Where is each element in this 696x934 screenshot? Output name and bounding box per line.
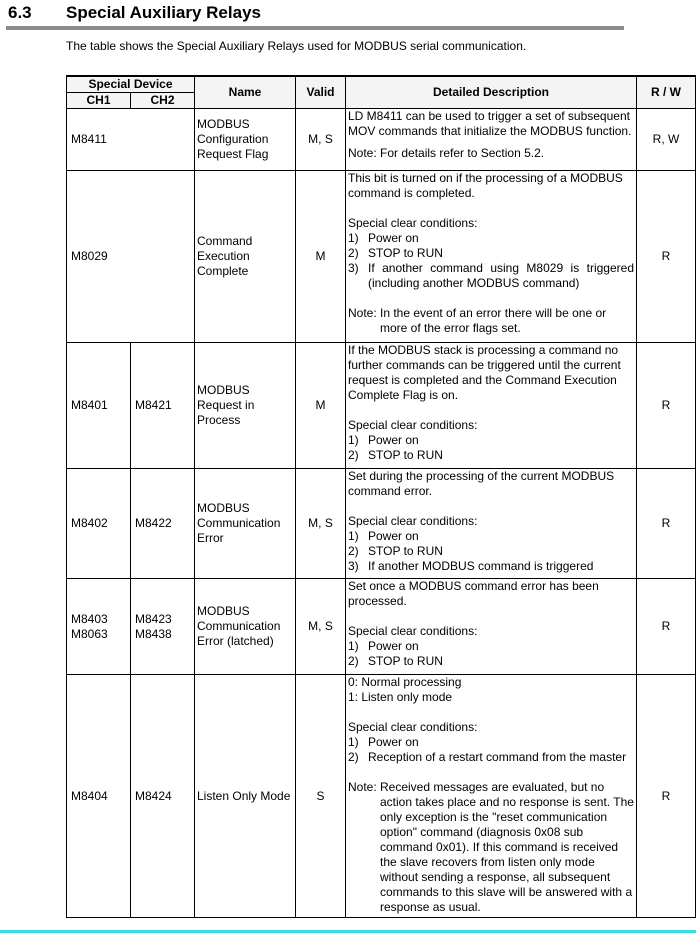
name-cell: MODBUS Configuration Request Flag xyxy=(195,109,296,171)
ch1-cell: M8411 xyxy=(67,109,195,171)
ch2-cell: M8422 xyxy=(131,469,195,579)
table-row xyxy=(67,109,696,171)
valid-cell: M xyxy=(296,171,346,343)
description-note: Note: Received messages are evaluated, but no action takes place and no response is sent. The only exception is the "reset communication option" command (diagnosis 0x08 sub command 0x01). If this command is received the slave recovers from listen only mode without sending a response, all subsequent commands to this slave will be answered with a response as usual. xyxy=(348,780,634,914)
clear-conditions-label: Special clear conditions: xyxy=(348,216,478,230)
clear-conditions-label: Special clear conditions: xyxy=(348,720,478,734)
ch1-cell: M8029 xyxy=(67,171,195,343)
header-rw: R / W xyxy=(637,76,696,109)
ch2-value-alt: M8438 xyxy=(135,626,172,641)
ch2-cell: M8424 xyxy=(131,675,195,918)
table-row xyxy=(67,171,696,343)
description-text: Set once a MODBUS command error has been processed. xyxy=(348,579,599,608)
ch1-value-alt: M8063 xyxy=(71,626,108,641)
name-cell: Command Execution Complete xyxy=(195,171,296,343)
ch2-cell xyxy=(131,579,195,675)
header-valid: Valid xyxy=(296,76,346,109)
description-cell xyxy=(346,171,637,343)
description-cell xyxy=(346,109,637,171)
header-ch1: CH1 xyxy=(67,93,131,109)
ch1-cell: M8404 xyxy=(67,675,131,918)
list-item: 1) Power on xyxy=(348,231,419,245)
section-title: Special Auxiliary Relays xyxy=(66,3,261,22)
header-rule xyxy=(6,26,624,30)
description-cell xyxy=(346,675,637,918)
list-item: 3) If another command using M8029 is triggered (including another MODBUS command) xyxy=(348,261,634,290)
rw-cell: R xyxy=(637,579,696,675)
clear-conditions-label: Special clear conditions: xyxy=(348,418,478,432)
description-text: 0: Normal processing xyxy=(348,675,462,689)
table-row xyxy=(67,343,696,469)
rw-cell: R xyxy=(637,171,696,343)
list-item: 1) Power on xyxy=(348,433,419,447)
valid-cell: M xyxy=(296,343,346,469)
description-cell xyxy=(346,579,637,675)
valid-cell: M, S xyxy=(296,469,346,579)
header-ch2: CH2 xyxy=(131,93,195,109)
ch1-cell: M8402 xyxy=(67,469,131,579)
list-item: 1) Power on xyxy=(348,735,419,749)
intro-text: The table shows the Special Auxiliary Relays used for MODBUS serial communication. xyxy=(66,39,527,53)
list-item: 2) Reception of a restart command from the master xyxy=(348,750,627,764)
description-text: This bit is turned on if the processing of a MODBUS command is completed. xyxy=(348,171,623,200)
rw-cell: R xyxy=(637,469,696,579)
name-cell: MODBUS Communication Error (latched) xyxy=(195,579,296,675)
description-note: Note: For details refer to Section 5.2. xyxy=(348,146,545,160)
description-text: Set during the processing of the current MODBUS command error. xyxy=(348,469,615,498)
description-cell xyxy=(346,469,637,579)
list-item: 3) If another MODBUS command is triggered xyxy=(348,559,594,573)
ch1-cell: M8401 xyxy=(67,343,131,469)
name-cell: MODBUS Communication Error xyxy=(195,469,296,579)
ch1-cell xyxy=(67,579,131,675)
list-item: 2) STOP to RUN xyxy=(348,544,443,558)
footer-rule xyxy=(0,930,696,933)
ch2-cell: M8421 xyxy=(131,343,195,469)
header-name: Name xyxy=(195,76,296,109)
rw-cell: R xyxy=(637,675,696,918)
table-row xyxy=(67,579,696,675)
description-text: 1: Listen only mode xyxy=(348,690,453,704)
ch1-value: M8403 xyxy=(71,611,108,626)
description-note: Note: In the event of an error there will be one or more of the error flags set. xyxy=(348,306,607,335)
clear-conditions-label: Special clear conditions: xyxy=(348,624,478,638)
header-special-device: Special Device xyxy=(67,76,195,93)
list-item: 1) Power on xyxy=(348,529,419,543)
description-text: LD M8411 can be used to trigger a set of subsequent MOV commands that initialize the MODBUS function. xyxy=(348,109,632,138)
list-item: 2) STOP to RUN xyxy=(348,654,443,668)
description-cell xyxy=(346,343,637,469)
relays-table xyxy=(66,75,696,918)
valid-cell: M, S xyxy=(296,579,346,675)
table-row xyxy=(67,469,696,579)
table-row xyxy=(67,675,696,918)
rw-cell: R xyxy=(637,343,696,469)
list-item: 1) Power on xyxy=(348,639,419,653)
description-text: If the MODBUS stack is processing a command no further commands can be triggered until the current request is completed and the Command Execution Complete Flag is on. xyxy=(348,343,621,402)
section-header xyxy=(0,0,696,30)
rw-cell: R, W xyxy=(637,109,696,171)
section-number: 6.3 xyxy=(8,3,32,22)
valid-cell: M, S xyxy=(296,109,346,171)
list-item: 2) STOP to RUN xyxy=(348,246,443,260)
name-cell: MODBUS Request in Process xyxy=(195,343,296,469)
ch2-value: M8423 xyxy=(135,611,172,626)
clear-conditions-label: Special clear conditions: xyxy=(348,514,478,528)
list-item: 2) STOP to RUN xyxy=(348,448,443,462)
valid-cell: S xyxy=(296,675,346,918)
header-description: Detailed Description xyxy=(346,76,637,109)
name-cell: Listen Only Mode xyxy=(195,675,296,918)
